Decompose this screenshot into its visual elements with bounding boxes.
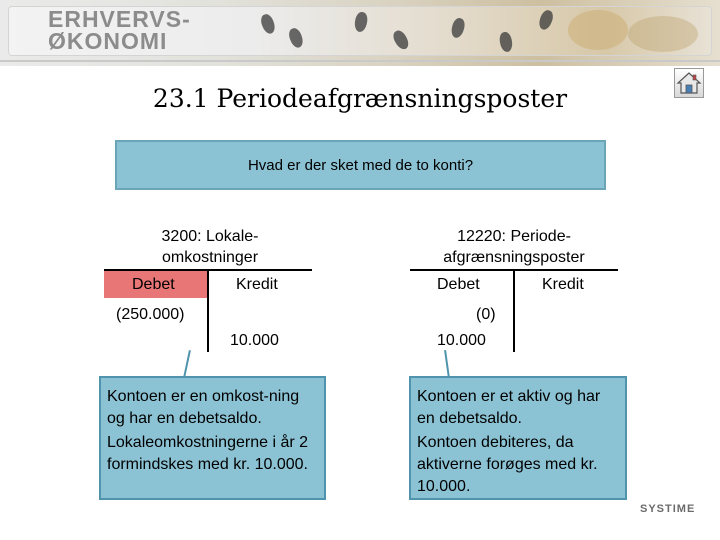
account-right-debit-label: Debet <box>437 276 480 293</box>
header-banner <box>0 0 720 66</box>
account-left-credit-label: Kredit <box>236 276 278 293</box>
account-left-debit-label: Debet <box>132 276 175 293</box>
account-right-title <box>414 226 614 268</box>
header-divider <box>0 60 720 62</box>
brand-logo: SYSTIME <box>640 503 696 515</box>
account-right-debit-value-2: 10.000 <box>437 332 486 349</box>
callout-left-pointer <box>183 350 191 378</box>
decor-shape <box>628 16 698 52</box>
callout-right-pointer <box>444 350 450 378</box>
question-box <box>115 140 606 190</box>
account-right-credit-label: Kredit <box>542 276 584 293</box>
decor-shape <box>568 10 628 50</box>
account-left-title <box>120 226 300 268</box>
callout-left-para-2: Lokaleomkostningerne i år 2 formindskes med kr. 10.000. <box>107 434 309 473</box>
slide-title: 23.1 Periodeafgrænsningsposter <box>152 84 568 113</box>
account-left-credit-value: 10.000 <box>230 332 279 349</box>
account-right-title-line2: afgrænsningsposter <box>443 249 585 266</box>
account-left-title-line1: 3200: Lokale- <box>161 228 259 245</box>
logo-line-2: ØKONOMI <box>48 28 168 54</box>
callout-right <box>409 376 627 500</box>
t-account-right-divider <box>513 269 515 352</box>
account-left-title-line2: omkostninger <box>161 249 259 266</box>
callout-right-para-1: Kontoen er et aktiv og har en debetsaldo. <box>417 388 601 427</box>
t-account-left-divider <box>207 269 209 352</box>
callout-left <box>99 376 326 500</box>
account-right-title-line1: 12220: Periode- <box>457 228 571 245</box>
logo <box>48 8 191 52</box>
account-left-debit-value: (250.000) <box>116 306 185 323</box>
logo-line-1: ERHVERVS- <box>48 6 191 32</box>
account-right-debit-value-1: (0) <box>476 306 496 323</box>
question-text: Hvad er der sket med de to konti? <box>247 156 474 174</box>
callout-right-para-2: Kontoen debiteres, da aktiverne forøges med kr. 10.000. <box>417 434 598 495</box>
callout-left-para-1: Kontoen er en omkost-ning og har en debetsaldo. <box>107 388 300 427</box>
